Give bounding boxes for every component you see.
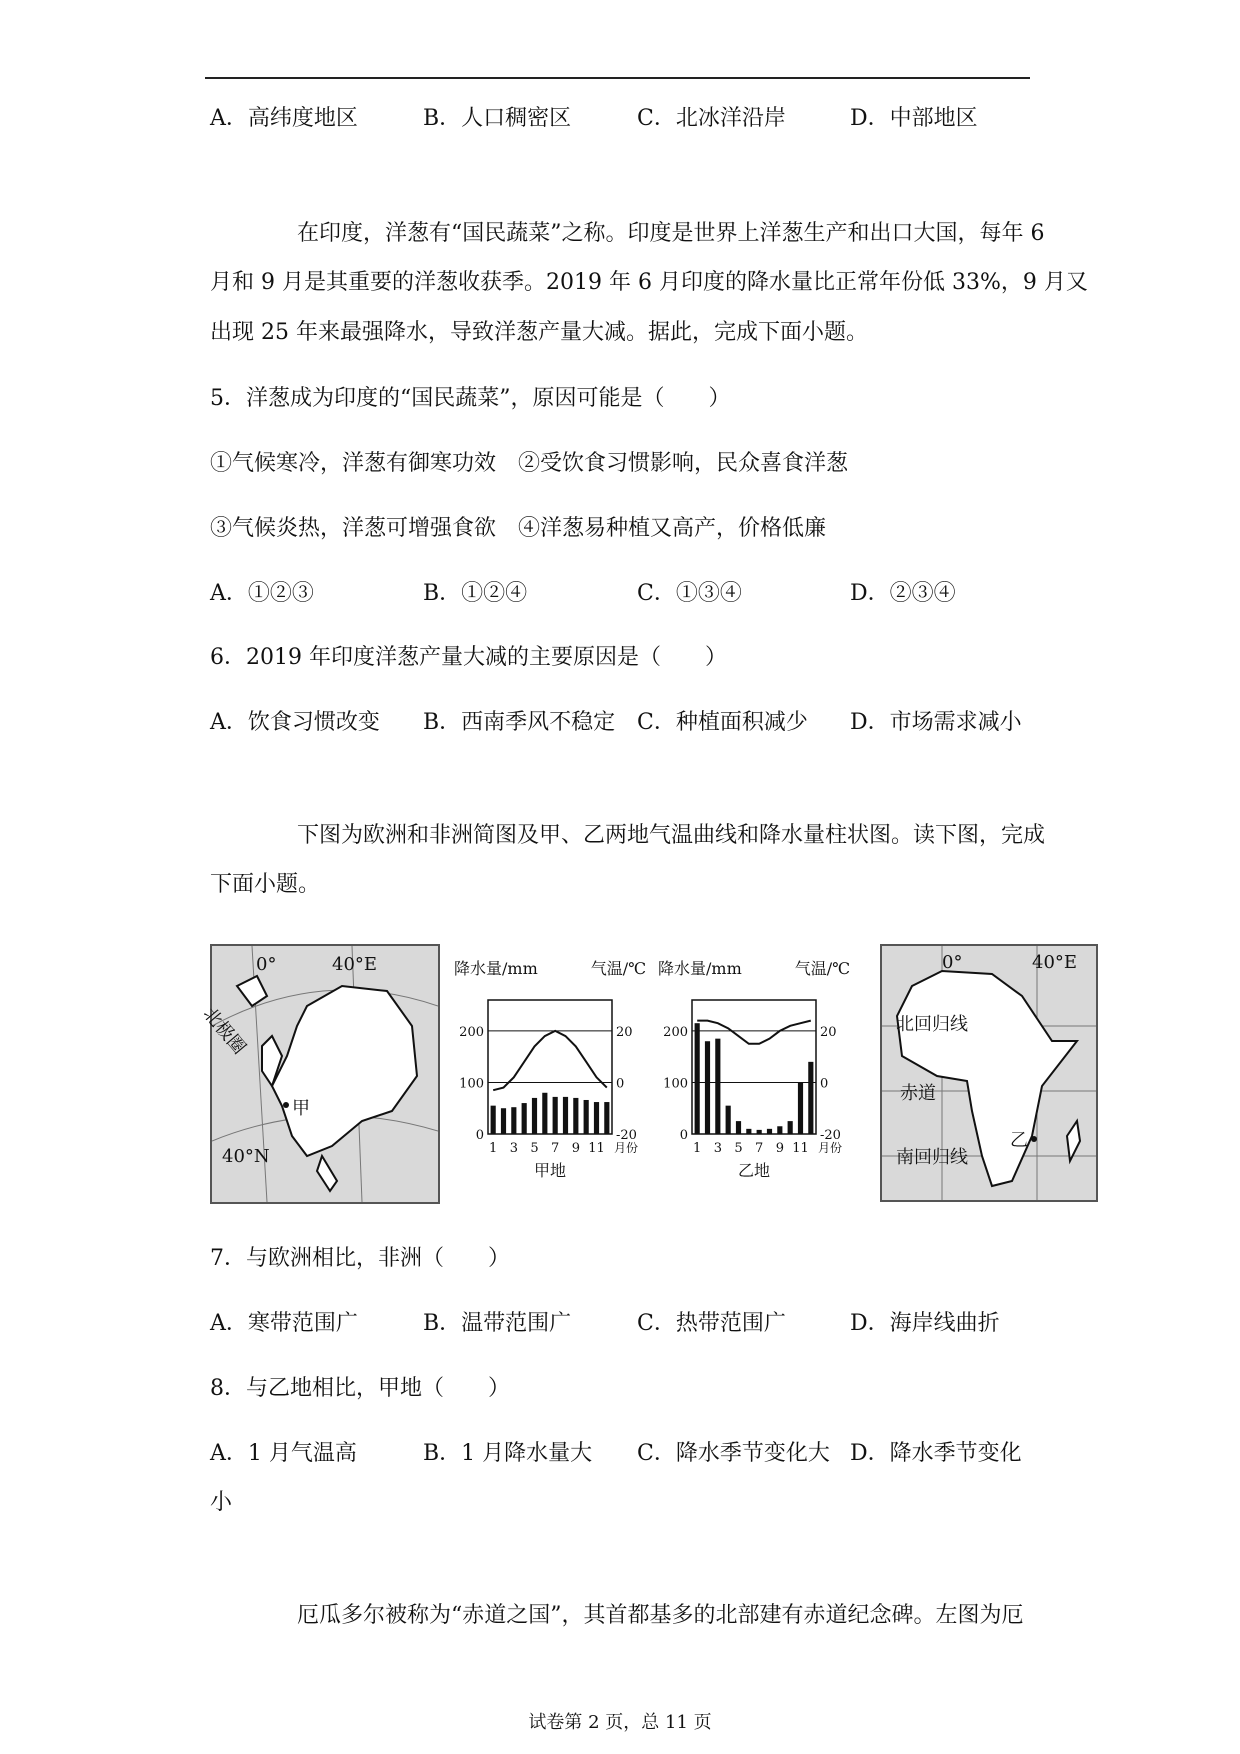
europe-lon40-label: 40°E bbox=[332, 954, 378, 975]
q5-statement-1: ①气候寒冷，洋葱有御寒功效 ②受饮食习惯影响，民众喜食洋葱 bbox=[210, 451, 849, 476]
month-tick-label: 1 bbox=[489, 1141, 498, 1156]
option-d: D．中部地区 bbox=[850, 106, 978, 131]
month-unit-label: 月份 bbox=[614, 1141, 639, 1155]
europe-lon0-label: 0° bbox=[256, 954, 277, 975]
temp-axis-title: 气温/℃ bbox=[590, 959, 646, 978]
precip-bar bbox=[594, 1102, 599, 1134]
temp-tick-label: -20 bbox=[820, 1128, 841, 1143]
precip-bar bbox=[511, 1107, 516, 1134]
q8-stem: 8．与乙地相比，甲地（ ） bbox=[210, 1376, 510, 1401]
europe-map bbox=[198, 944, 440, 1204]
month-tick-label: 3 bbox=[509, 1141, 518, 1156]
q6-stem: 6．2019 年印度洋葱产量大减的主要原因是（ ） bbox=[210, 645, 727, 670]
q5-stem: 5．洋葱成为印度的“国民蔬菜”，原因可能是（ ） bbox=[210, 386, 731, 411]
option-a: A．饮食习惯改变 bbox=[210, 710, 380, 735]
option-c: C．降水季节变化大 bbox=[637, 1441, 830, 1466]
europe-lat40-label: 40°N bbox=[222, 1146, 270, 1167]
passage1-line3: 出现 25 年来最强降水，导致洋葱产量大减。据此，完成下面小题。 bbox=[210, 320, 868, 345]
precip-bar bbox=[584, 1100, 589, 1134]
precip-axis-title: 降水量/mm bbox=[658, 959, 742, 978]
precip-bar bbox=[777, 1126, 782, 1134]
option-b: B．温带范围广 bbox=[423, 1311, 572, 1336]
africa-map bbox=[880, 944, 1098, 1202]
equator-label: 赤道 bbox=[900, 1083, 936, 1104]
temp-tick-label: -20 bbox=[616, 1128, 637, 1143]
month-tick-label: 9 bbox=[571, 1141, 580, 1156]
passage1-line2: 月和 9 月是其重要的洋葱收获季。2019 年 6 月印度的降水量比正常年份低 33%，9 月又 bbox=[210, 270, 1088, 295]
chart-jia bbox=[448, 944, 652, 1200]
precip-bar bbox=[746, 1129, 751, 1134]
arctic-circle-label: 北极圈 bbox=[198, 1003, 250, 1059]
header-rule bbox=[205, 77, 1030, 79]
q7-stem: 7．与欧洲相比，非洲（ ） bbox=[210, 1246, 510, 1271]
passage3-line1: 厄瓜多尔被称为“赤道之国”，其首都基多的北部建有赤道纪念碑。左图为厄 bbox=[297, 1603, 1024, 1628]
precip-tick-label: 200 bbox=[459, 1024, 484, 1040]
option-a: A．①②③ bbox=[210, 581, 314, 606]
plot-frame bbox=[488, 1000, 612, 1134]
chart-jia-plot bbox=[454, 959, 646, 1180]
precip-bar bbox=[604, 1102, 609, 1134]
option-a: A．寒带范围广 bbox=[210, 1311, 358, 1336]
precip-bar bbox=[573, 1098, 578, 1134]
page-footer: 试卷第 2 页，总 11 页 bbox=[528, 1712, 712, 1733]
month-tick-label: 7 bbox=[551, 1141, 560, 1156]
option-b: B．西南季风不稳定 bbox=[423, 710, 616, 735]
point-jia-label: 甲 bbox=[292, 1098, 310, 1119]
chart-title: 甲地 bbox=[533, 1161, 567, 1180]
chart-title: 乙地 bbox=[737, 1161, 771, 1180]
precip-tick-label: 200 bbox=[663, 1024, 688, 1040]
option-a: A．高纬度地区 bbox=[210, 106, 358, 131]
temperature-curve bbox=[697, 1021, 811, 1044]
month-tick-label: 7 bbox=[755, 1141, 764, 1156]
africa-lon0-label: 0° bbox=[942, 952, 963, 973]
precip-bar bbox=[532, 1098, 537, 1134]
option-a: A．1 月气温高 bbox=[210, 1441, 357, 1466]
month-tick-label: 5 bbox=[734, 1141, 743, 1156]
africa-lon40-label: 40°E bbox=[1032, 952, 1078, 973]
precip-bar bbox=[705, 1041, 710, 1134]
precip-tick-label: 100 bbox=[663, 1076, 688, 1092]
temp-tick-label: 20 bbox=[820, 1024, 837, 1040]
precip-bar bbox=[501, 1108, 506, 1134]
temp-tick-label: 20 bbox=[616, 1024, 633, 1040]
precip-bar bbox=[757, 1130, 762, 1134]
precip-bar bbox=[808, 1062, 813, 1134]
month-tick-label: 3 bbox=[713, 1141, 722, 1156]
precip-bar bbox=[715, 1039, 720, 1134]
precip-bar bbox=[563, 1097, 568, 1134]
precip-tick-label: 0 bbox=[475, 1128, 484, 1143]
option-c: C．热带范围广 bbox=[637, 1311, 786, 1336]
month-tick-label: 5 bbox=[530, 1141, 539, 1156]
precip-bar bbox=[767, 1129, 772, 1134]
precip-bar bbox=[542, 1093, 547, 1134]
month-unit-label: 月份 bbox=[818, 1141, 843, 1155]
plot-frame bbox=[692, 1000, 816, 1134]
precip-bar bbox=[798, 1082, 803, 1134]
precip-bar bbox=[522, 1103, 527, 1134]
month-tick-label: 11 bbox=[588, 1141, 605, 1156]
option-b: B．①②④ bbox=[423, 581, 528, 606]
option-d: D．市场需求减小 bbox=[850, 710, 1022, 735]
month-tick-label: 9 bbox=[775, 1141, 784, 1156]
precip-bar bbox=[736, 1121, 741, 1134]
temp-axis-title: 气温/℃ bbox=[794, 959, 850, 978]
temp-tick-label: 0 bbox=[616, 1076, 625, 1092]
option-d: D．海岸线曲折 bbox=[850, 1311, 1000, 1336]
point-yi-label: 乙 bbox=[1010, 1130, 1028, 1151]
precip-axis-title: 降水量/mm bbox=[454, 959, 538, 978]
precip-tick-label: 100 bbox=[459, 1076, 484, 1092]
month-tick-label: 1 bbox=[693, 1141, 702, 1156]
precip-bar bbox=[695, 1023, 700, 1134]
temperature-curve bbox=[493, 1031, 607, 1090]
chart-yi bbox=[652, 944, 856, 1200]
option-d: D．②③④ bbox=[850, 581, 956, 606]
option-c: C．①③④ bbox=[637, 581, 742, 606]
passage2-line2: 下面小题。 bbox=[210, 872, 321, 897]
option-c: C．北冰洋沿岸 bbox=[637, 106, 786, 131]
passage2-line1: 下图为欧洲和非洲简图及甲、乙两地气温曲线和降水量柱状图。读下图，完成 bbox=[297, 823, 1046, 848]
precip-bar bbox=[788, 1121, 793, 1134]
chart-yi-plot bbox=[658, 959, 850, 1180]
precip-bar bbox=[553, 1097, 558, 1134]
month-tick-label: 11 bbox=[792, 1141, 809, 1156]
tropic-of-cancer-label: 北回归线 bbox=[896, 1014, 968, 1035]
temp-tick-label: 0 bbox=[820, 1076, 829, 1092]
option-c: C．种植面积减少 bbox=[637, 710, 808, 735]
passage1-line1: 在印度，洋葱有“国民蔬菜”之称。印度是世界上洋葱生产和出口大国，每年 6 bbox=[297, 221, 1045, 246]
option-d: D．降水季节变化 bbox=[850, 1441, 1022, 1466]
tropic-of-capricorn-label: 南回归线 bbox=[896, 1147, 968, 1168]
precip-tick-label: 0 bbox=[679, 1128, 688, 1143]
option-b: B．1 月降水量大 bbox=[423, 1441, 593, 1466]
option-b: B．人口稠密区 bbox=[423, 106, 572, 131]
q5-statement-2: ③气候炎热，洋葱可增强食欲 ④洋葱易种植又高产，价格低廉 bbox=[210, 516, 827, 541]
precip-bar bbox=[491, 1106, 496, 1134]
precip-bar bbox=[726, 1106, 731, 1134]
q8-option-d-wrap: 小 bbox=[210, 1490, 233, 1515]
